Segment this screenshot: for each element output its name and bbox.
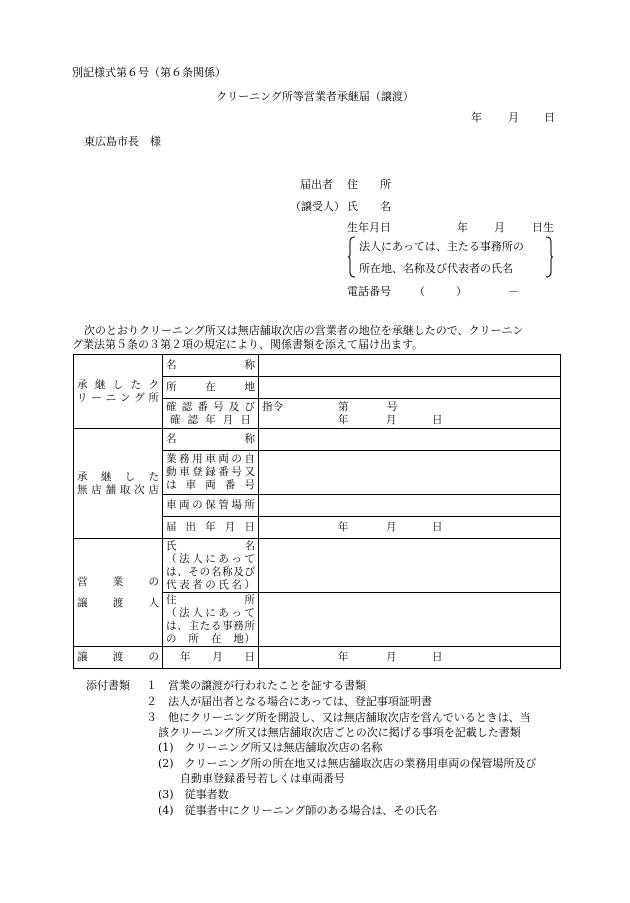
notifier-label: 届出者 (300, 178, 333, 191)
corporate-note-line-2: 所在地、名称及び代表者の氏名 (359, 262, 513, 275)
shop-address-value[interactable] (259, 377, 561, 399)
phone-label: 電話番号 (347, 285, 391, 298)
table-row (74, 355, 561, 377)
storage-place-label: 車両の保管場所 (163, 495, 259, 517)
storage-place-value[interactable] (259, 495, 561, 517)
body-text-line-1: 次のとおりクリーニング所又は無店舗取次店の営業者の地位を承継したので、クリーニン (84, 324, 524, 337)
date-year-label: 年 (471, 111, 482, 124)
confirmation-value[interactable] (259, 399, 561, 429)
attachment-sub-2-line-2: 自動車登録番号若しくは車両番号 (180, 772, 345, 785)
transferor-label: 営 業 の 譲 渡 人 (74, 539, 163, 647)
left-bracket (348, 236, 356, 278)
body-text-line-2: グ業法第５条の３第２項の規定により、関係書類を添えて届け出ます。 (72, 338, 424, 351)
successor-shop-label: 承継したク リーニング所 (74, 355, 163, 429)
shop-name-value[interactable] (259, 355, 561, 377)
table-row (74, 539, 561, 593)
transferor-name-label: 氏 名 （法人にあって は、その名称及び 代表者の氏名） (163, 539, 259, 593)
form-number: 別記様式第６号（第６条関係） (72, 66, 226, 79)
notification-table (73, 354, 561, 669)
filed-date-label: 届出年月日 (163, 517, 259, 539)
transfer-date-value[interactable] (259, 647, 561, 669)
birth-date-label: 生年月日 (347, 221, 391, 234)
attachment-item-1: １ 営業の譲渡が行われたことを証する書類 (146, 679, 366, 692)
transfer-day-label: 日 (432, 651, 443, 663)
dai-label: 第 (338, 400, 349, 413)
attachment-sub-3: (3) 従事者数 (158, 788, 229, 801)
confirm-day-label: 日 (432, 413, 443, 426)
filed-day-label: 日 (432, 521, 443, 533)
filed-date-value[interactable] (259, 517, 561, 539)
confirm-month-label: 月 (386, 413, 397, 426)
transferor-address-value[interactable] (259, 593, 561, 647)
date-day-label: 日 (544, 111, 555, 124)
shop-address-label: 所 在 地 (163, 377, 259, 399)
attachment-sub-1: (1) クリーニング所又は無店舗取次店の名称 (158, 741, 383, 754)
attachment-item-2: ２ 法人が届出者となる場合にあっては、登記事項証明書 (146, 695, 432, 708)
shop-name-label: 名 称 (163, 355, 259, 377)
attachment-item-3-line-2: 該クリーニング所又は無店舗取次店ごとの次に掲げる事項を記載した書類 (158, 726, 521, 739)
form-title: クリーニング所等営業者承継届（譲渡） (216, 90, 414, 103)
phone-close-paren: ） (456, 285, 467, 298)
depot-name-value[interactable] (259, 429, 561, 451)
transfer-month-label: 月 (386, 651, 397, 663)
phone-open-paren: （ (414, 285, 425, 298)
table-row (74, 647, 561, 669)
birth-day-label: 日生 (532, 221, 554, 234)
transfer-date-label: 年 月 日 (163, 647, 259, 669)
notifier-address-label: 住 所 (347, 178, 391, 191)
shirei-label: 指令 (262, 400, 283, 413)
birth-month-label: 月 (494, 221, 505, 234)
confirm-year-label: 年 (338, 413, 349, 426)
attachment-item-3-line-1: ３ 他にクリーニング所を開設し、又は無店舗取次店を営んでいるときは、当 (146, 711, 531, 724)
birth-year-label: 年 (457, 221, 468, 234)
date-month-label: 月 (508, 111, 519, 124)
corporate-note-line-1: 法人にあっては、主たる事務所の (359, 240, 524, 253)
go-label: 号 (387, 400, 398, 413)
transferor-name-value[interactable] (259, 539, 561, 593)
transfer-year-label: 年 (338, 651, 349, 663)
vehicle-number-label: 業務用車両の自 動車登録番号又 は車両番号 (163, 451, 259, 495)
vehicle-number-value[interactable] (259, 451, 561, 495)
confirmation-label: 確認番号及び 確認年月日 (163, 399, 259, 429)
attachment-sub-4: (4) 従事者中にクリーニング師のある場合は、その氏名 (158, 804, 438, 817)
transferor-address-label: 住 所 （法人にあって は、主たる事務所 の 所 在 地） (163, 593, 259, 647)
addressee: 東広島市長 様 (84, 135, 161, 148)
attachment-sub-2-line-1: (2) クリーニング所の所在地又は無店舗取次店の業務用車両の保管場所及び (158, 757, 537, 770)
attachments-label: 添付書類 (86, 679, 130, 692)
transfer-label: 譲 渡 の (74, 647, 163, 669)
filed-month-label: 月 (386, 521, 397, 533)
table-row (74, 429, 561, 451)
right-bracket (545, 236, 553, 278)
successor-depot-label: 承 継 し た 無店舗取次店 (74, 429, 163, 539)
filed-year-label: 年 (338, 521, 349, 533)
phone-dash: － (508, 285, 519, 298)
notifier-role: （譲受人） (290, 200, 345, 213)
depot-name-label: 名 称 (163, 429, 259, 451)
notifier-name-label: 氏 名 (347, 200, 391, 213)
